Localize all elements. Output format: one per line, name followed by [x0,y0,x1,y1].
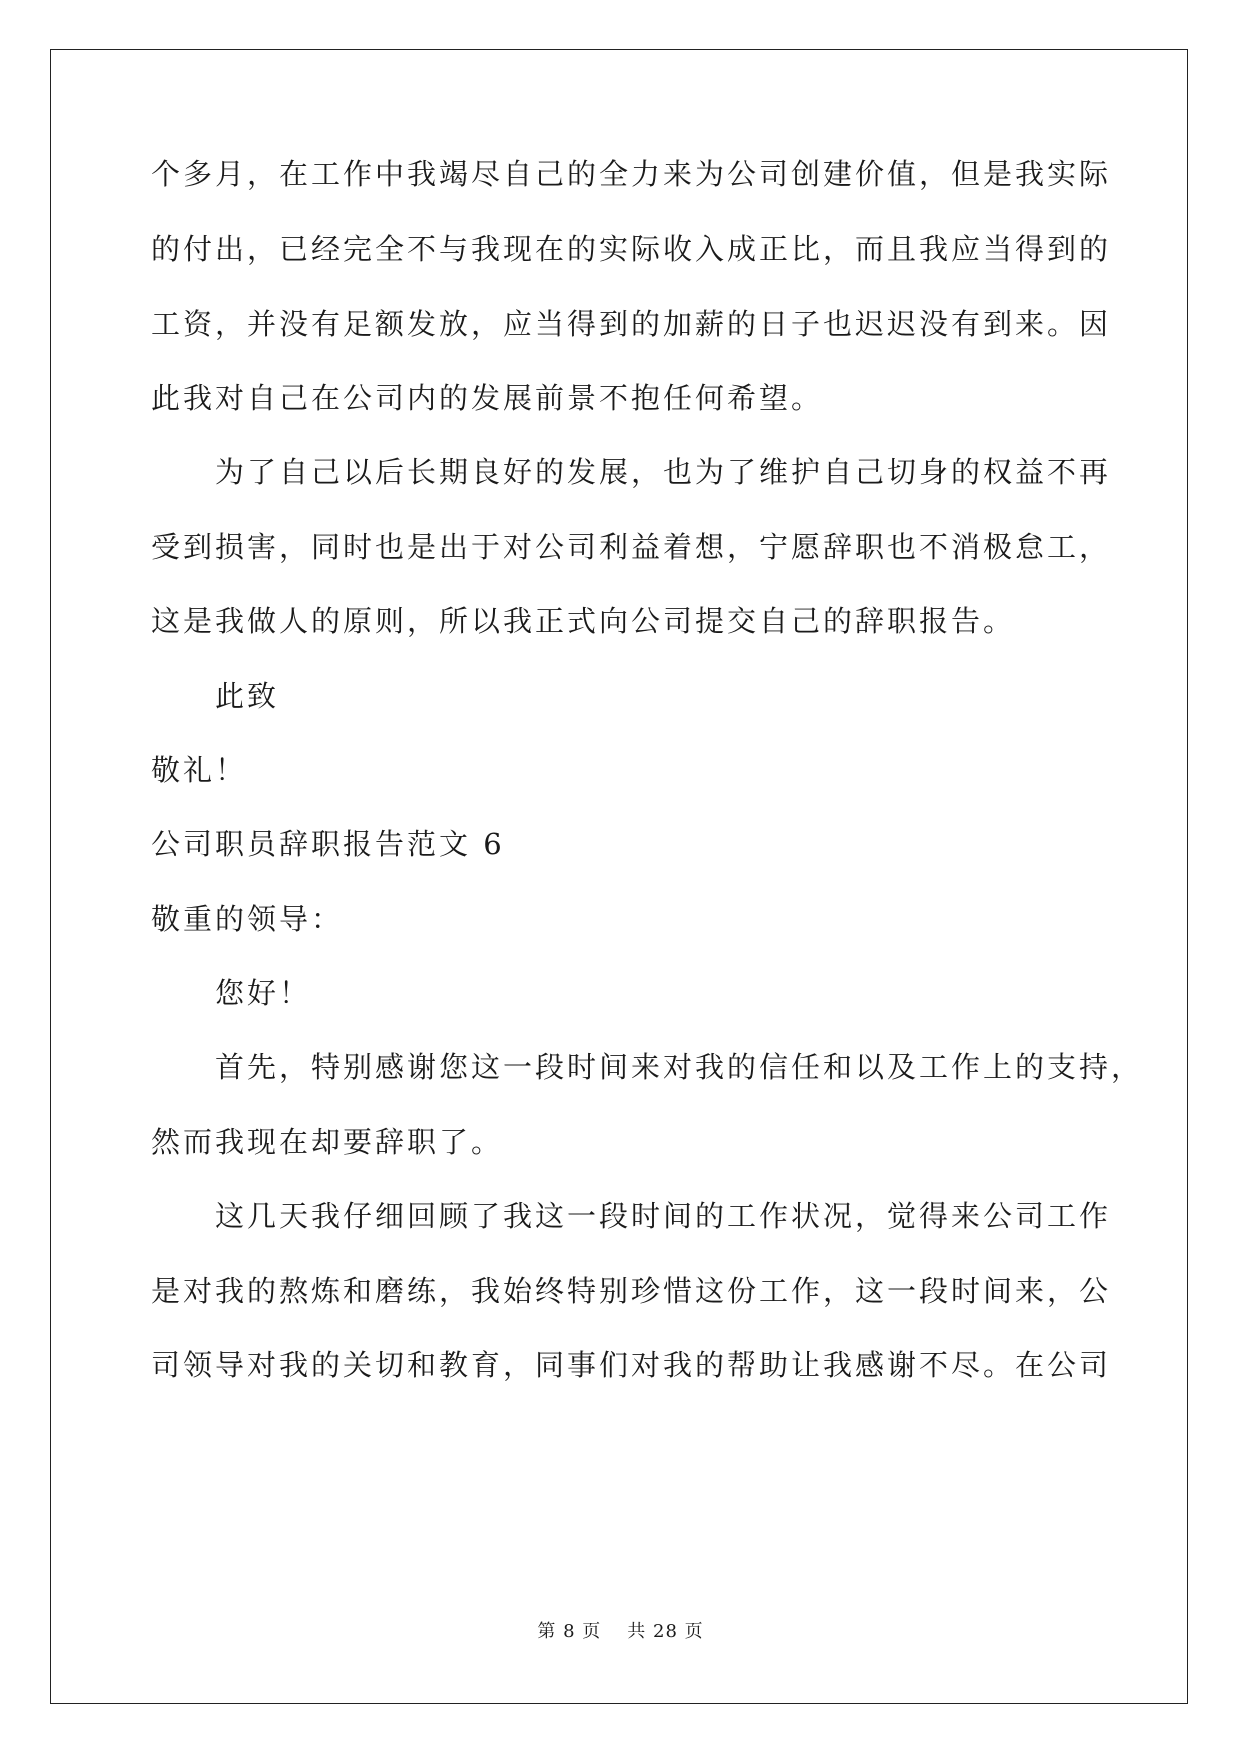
page-number: 第 8 页 [537,1621,602,1642]
paragraph-line: 受到损害，同时也是出于对公司利益着想，宁愿辞职也不消极怠工， [151,530,1112,564]
paragraph-line: 为了自己以后长期良好的发展，也为了维护自己切身的权益不再 [215,455,1112,489]
page-footer [0,1617,1241,1643]
section-heading: 公司职员辞职报告范文 6 [151,827,505,861]
paragraph-line: 首先，特别感谢您这一段时间来对我的信任和以及工作上的支持， [215,1050,1144,1084]
page-total: 共 28 页 [627,1621,704,1642]
greeting-line: 敬重的领导： [151,902,344,936]
page-border [50,49,1188,1704]
paragraph-line: 工资，并没有足额发放，应当得到的加薪的日子也迟迟没有到来。因 [151,307,1112,341]
paragraph-line: 这是我做人的原则，所以我正式向公司提交自己的辞职报告。 [151,604,1016,638]
paragraph-line: 司领导对我的关切和教育，同事们对我的帮助让我感谢不尽。在公司 [151,1348,1112,1382]
paragraph-line: 是对我的熬炼和磨练，我始终特别珍惜这份工作，这一段时间来，公 [151,1274,1112,1308]
closing-line: 此致 [215,679,280,713]
paragraph-line: 然而我现在却要辞职了。 [151,1125,504,1159]
paragraph-line: 的付出，已经完全不与我现在的实际收入成正比，而且我应当得到的 [151,232,1112,266]
paragraph-line: 个多月，在工作中我竭尽自己的全力来为公司创建价值，但是我实际 [151,157,1112,191]
greeting-line: 您好！ [215,976,312,1010]
paragraph-line: 这几天我仔细回顾了我这一段时间的工作状况，觉得来公司工作 [215,1199,1112,1233]
paragraph-line: 此我对自己在公司内的发展前景不抱任何希望。 [151,381,824,415]
salutation-line: 敬礼！ [151,753,248,787]
